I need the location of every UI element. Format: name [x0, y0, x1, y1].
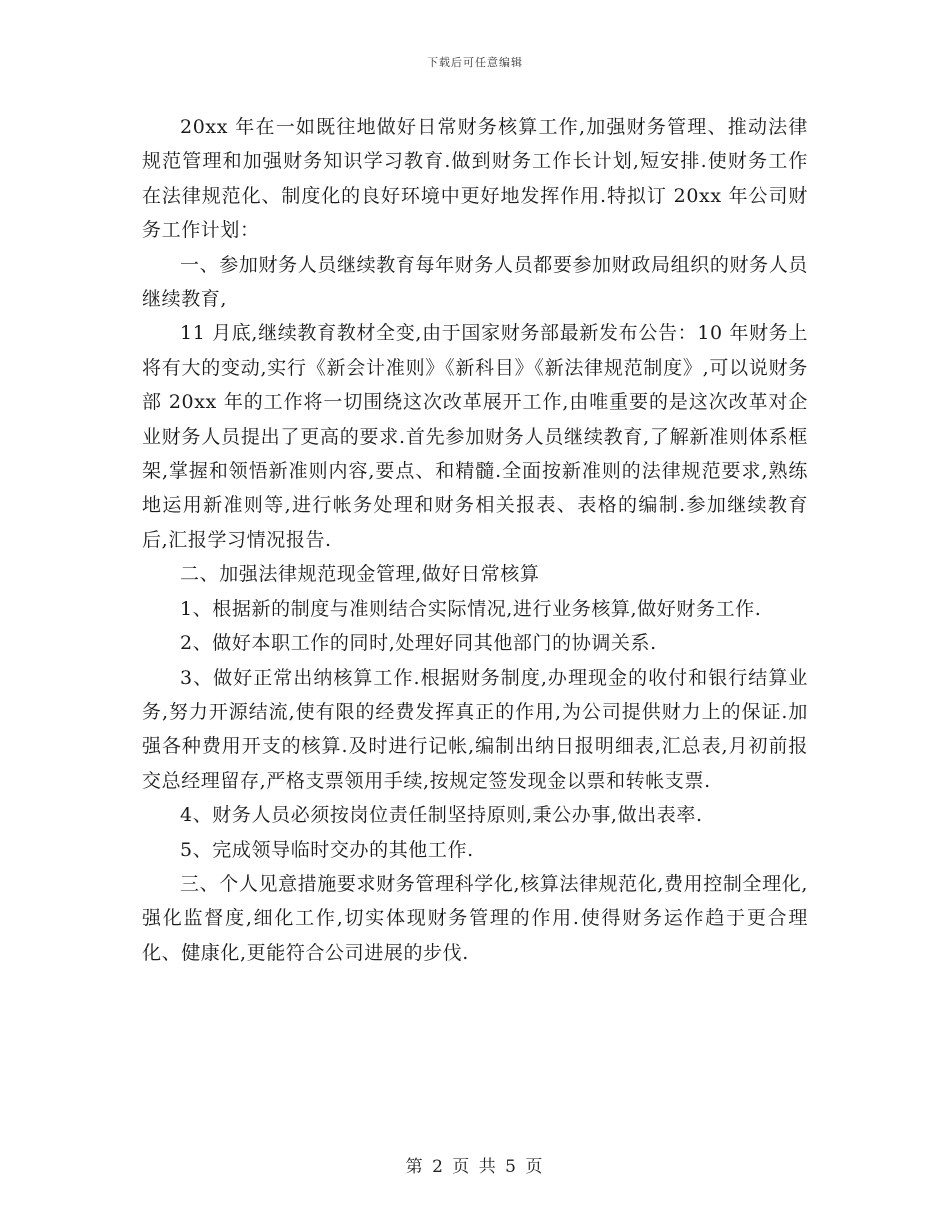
paragraph-item-5: 5、完成领导临时交办的其他工作. [180, 838, 474, 861]
page-header: 下载后可任意编辑 [427, 56, 523, 69]
document-body [142, 110, 808, 970]
paragraph-section-2-heading: 二、加强法律规范现金管理,做好日常核算 [180, 563, 540, 586]
paragraph-section-3: 三、个人见意措施要求财务管理科学化,核算法律规范化,费用控制全理化,强化监督度,细化工作,切实体现财务管理的作用.使得财务运作趋于更合理化、健康化,更能符合公司进展的步伐. [142, 872, 808, 964]
paragraph-item-1: 1、根据新的制度与准则结合实际情况,进行业务核算,做好财务工作. [180, 597, 762, 620]
paragraph-section-1-body: 11 月底,继续教育教材全变,由于国家财务部最新发布公告：10 年财务上将有大的变动,实行《新会计准则》《新科目》《新法律规范制度》,可以说财务部 20xx 年的工作将一切围绕这次改革展开工作,由唯重要的是这次改革对企业财务人员提出了更高的要求.首先参加财务人员继续教育,了解新准则体系框架,掌握和领悟新准则内容,要点、和精髓.全面按新准则的法律规范要求,熟练地运用新准则等,进行帐务处理和财务相关报表、表格的编制.参加继续教育后,汇报学习情况报告. [142, 322, 808, 551]
paragraph-intro: 20xx 年在一如既往地做好日常财务核算工作,加强财务管理、推动法律规范管理和加强财务知识学习教育.做到财务工作长计划,短安排.使财务工作在法律规范化、制度化的良好环境中更好地发挥作用.特拟订 20xx 年公司财务工作计划： [142, 116, 808, 242]
paragraph-item-3: 3、做好正常出纳核算工作.根据财务制度,办理现金的收付和银行结算业务,努力开源结流,使有限的经费发挥真正的作用,为公司提供财力上的保证.加强各种费用开支的核算.及时进行记帐,编制出纳日报明细表,汇总表,月初前报交总经理留存,严格支票领用手续,按规定签发现金以票和转帐支票. [142, 666, 808, 792]
paragraph-item-2: 2、做好本职工作的同时,处理好同其他部门的协调关系. [180, 632, 657, 655]
paragraph-section-1-heading: 一、参加财务人员继续教育每年财务人员都要参加财政局组织的财务人员继续教育, [142, 253, 808, 311]
page-number: 第 2 页 共 5 页 [405, 1157, 545, 1177]
paragraph-item-4: 4、财务人员必须按岗位责任制坚持原则,秉公办事,做出表率. [180, 804, 703, 827]
